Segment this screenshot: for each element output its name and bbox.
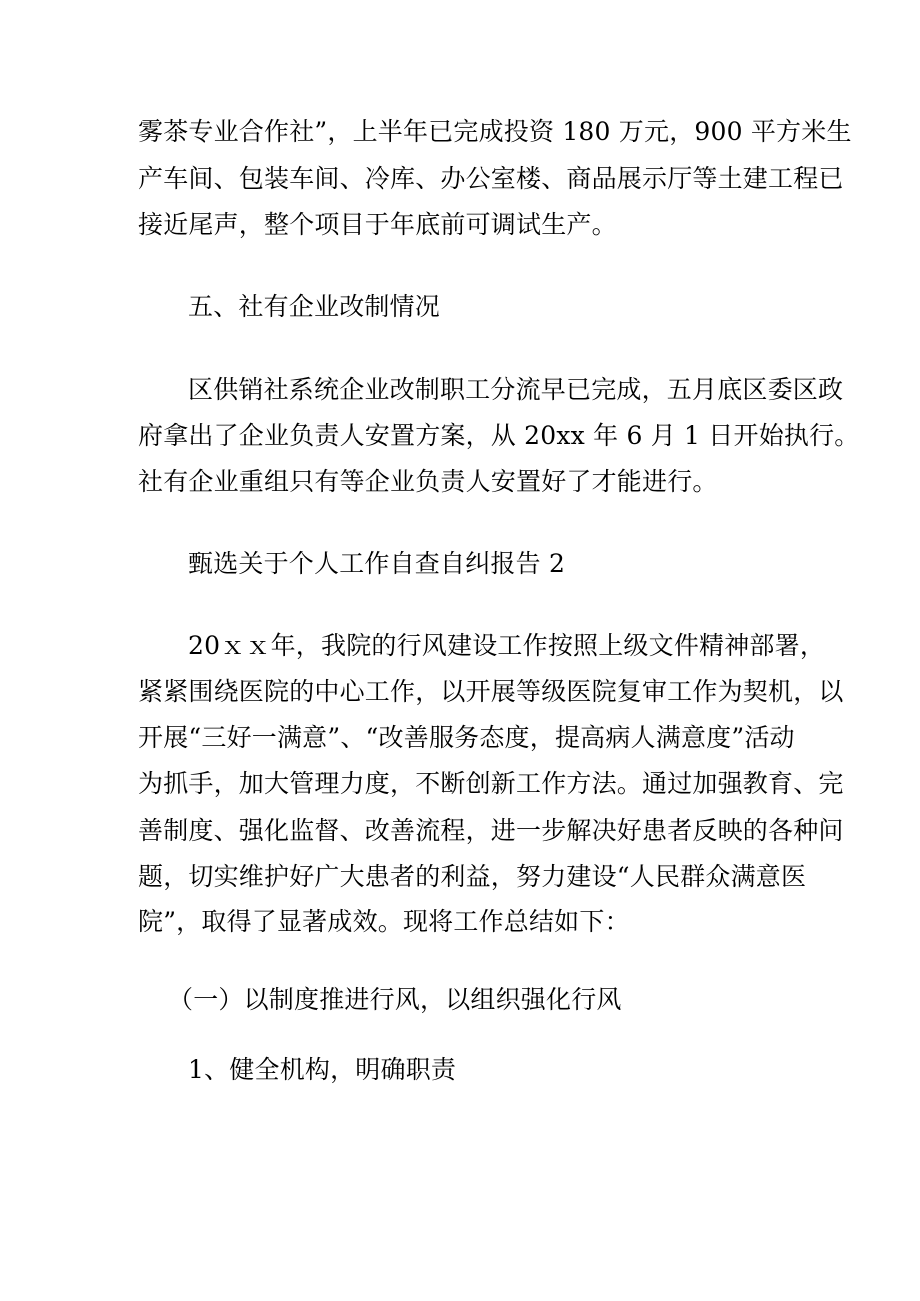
paragraph-line: 题，切实维护好广大患者的利益，努力建设“人民群众满意医 bbox=[138, 862, 807, 891]
paragraph-line: 20ｘｘ年，我院的行风建设工作按照上级文件精神部署， bbox=[188, 631, 826, 660]
paragraph-line: 府拿出了企业负责人安置方案，从 20xx 年 6 月 1 日开始执行。 bbox=[138, 421, 860, 450]
report-heading: 甄选关于个人工作自查自纠报告 2 bbox=[188, 549, 566, 578]
paragraph-line: 区供销社系统企业改制职工分流早已完成，五月底区委区政 bbox=[188, 375, 844, 404]
paragraph-line: 雾茶专业合作社”，上半年已完成投资 180 万元，900 平方米生 bbox=[138, 117, 852, 146]
paragraph-line: 接近尾声，整个项目于年底前可调试生产。 bbox=[138, 210, 617, 239]
paragraph-line: 为抓手，加大管理力度，不断创新工作方法。通过加强教育、完 bbox=[138, 769, 844, 798]
paragraph-line: 开展“三好一满意”、“改善服务态度，提高病人满意度”活动 bbox=[138, 723, 795, 752]
item-heading: 1、健全机构，明确职责 bbox=[188, 1055, 457, 1084]
paragraph-line: 院”，取得了显著成效。现将工作总结如下： bbox=[138, 907, 630, 936]
part-heading: （一）以制度推进行风，以组织强化行风 bbox=[168, 985, 622, 1014]
paragraph-line: 产车间、包装车间、冷库、办公室楼、商品展示厅等土建工程已 bbox=[138, 164, 844, 193]
section-heading: 五、社有企业改制情况 bbox=[188, 292, 441, 321]
paragraph-line: 善制度、强化监督、改善流程，进一步解决好患者反映的各种问 bbox=[138, 816, 844, 845]
paragraph-line: 社有企业重组只有等企业负责人安置好了才能进行。 bbox=[138, 467, 718, 496]
paragraph-line: 紧紧围绕医院的中心工作，以开展等级医院复审工作为契机，以 bbox=[138, 677, 844, 706]
